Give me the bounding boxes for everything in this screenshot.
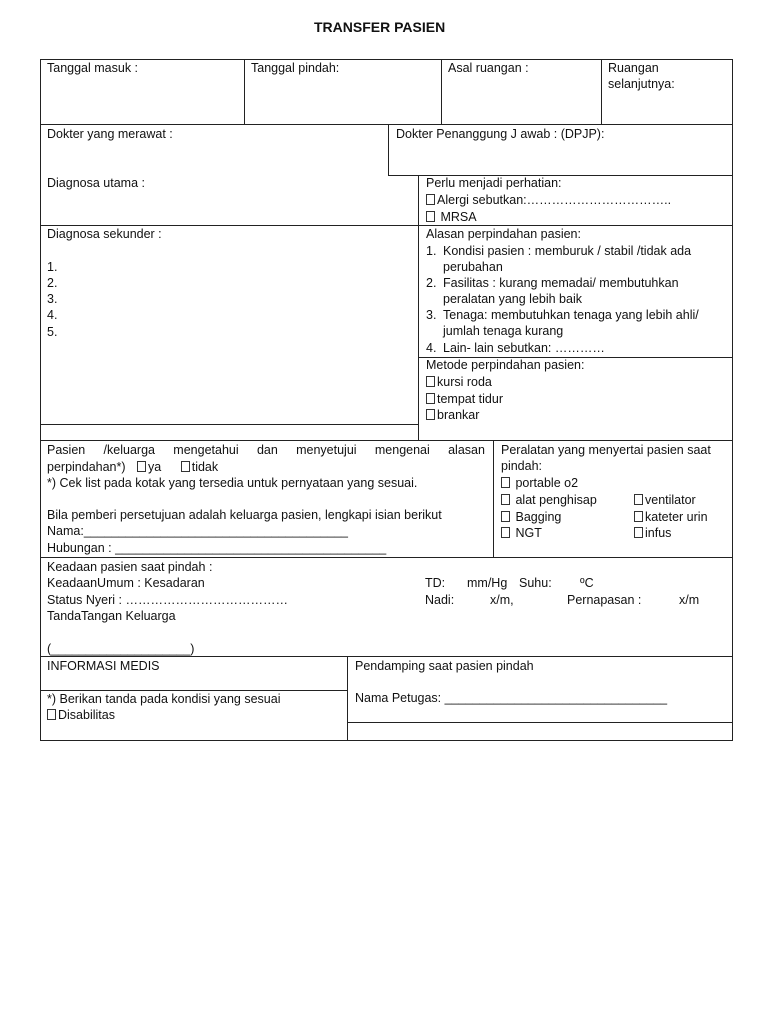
alergi-option (426, 193, 671, 208)
alasan-item-1 (426, 244, 691, 259)
metode-heading: Metode perpindahan pasien: (426, 358, 585, 372)
nama-field[interactable]: Nama:______________________________________ (47, 524, 348, 538)
option-label: kursi roda (437, 375, 492, 389)
peralatan-heading-line2: pindah: (501, 459, 543, 473)
peralatan-ventilator (634, 493, 696, 508)
checkbox-icon[interactable] (426, 409, 435, 420)
asal-ruangan-label: Asal ruangan : (448, 61, 529, 75)
pendamping-heading: Pendamping saat pasien pindah (355, 659, 534, 673)
option-label: brankar (437, 408, 480, 422)
checkbox-icon[interactable] (501, 511, 510, 522)
option-label: Disabilitas (58, 708, 115, 722)
option-label: Bagging (515, 510, 562, 524)
disabilitas-option (47, 708, 115, 723)
td-label: TD: (425, 576, 446, 590)
cek-list-note: *) Cek list pada kotak yang tersedia untuk pernyataan yang sesuai. (47, 476, 418, 490)
tanggal-pindah-label: Tanggal pindah: (251, 61, 340, 75)
tanda-tangan-keluarga: TandaTangan Keluarga (47, 609, 176, 623)
ya-label: ya (148, 460, 162, 474)
nama-petugas-field[interactable]: Nama Petugas: ________________________________ (355, 691, 668, 705)
option-label: infus (645, 526, 672, 540)
checkbox-icon[interactable] (426, 211, 435, 222)
informasi-medis-heading: INFORMASI MEDIS (47, 659, 160, 673)
word: dan (256, 443, 278, 457)
suhu-label: Suhu: (519, 576, 552, 590)
alasan-item-3-cont: jumlah tenaga kurang (443, 324, 564, 338)
diagnosa-sekunder-heading: Diagnosa sekunder : (47, 227, 162, 241)
diagnosa-item: 1. (47, 260, 58, 274)
checkbox-icon[interactable] (426, 194, 435, 205)
dpjp-label: Dokter Penanggung J awab : (DPJP): (396, 127, 605, 141)
diagnosa-item: 4. (47, 308, 58, 322)
metode-option-kursi-roda (426, 375, 492, 390)
alasan-item-2 (426, 276, 679, 291)
list-number: 2. (426, 276, 437, 290)
option-label: portable o2 (515, 476, 579, 490)
keadaan-heading: Keadaan pasien saat pindah : (47, 560, 213, 574)
mrsa-option (426, 210, 477, 225)
peralatan-heading-line1: Peralatan yang menyertai pasien saat (501, 443, 711, 457)
option-label: tempat tidur (437, 392, 504, 406)
status-nyeri: Status Nyeri : ………………………………… (47, 593, 288, 607)
alasan-text: Kondisi pasien : memburuk / stabil /tidak ada (443, 244, 692, 258)
option-label: alat penghisap (515, 493, 597, 507)
option-label: ventilator (645, 493, 696, 507)
alasan-item-1-cont: perubahan (443, 260, 503, 274)
perpindahan-label: perpindahan*) (47, 460, 126, 474)
nadi-unit: x/m, (490, 593, 514, 607)
checkbox-icon[interactable] (634, 527, 643, 538)
peralatan-portable-o2 (501, 476, 578, 491)
checkbox-icon[interactable] (501, 527, 510, 538)
alasan-text: Tenaga: membutuhkan tenaga yang lebih ahli/ (443, 308, 699, 322)
checkbox-icon[interactable] (426, 376, 435, 387)
diagnosa-item: 2. (47, 276, 58, 290)
mrsa-label: MRSA (440, 210, 477, 224)
alergi-label: Alergi sebutkan:…………………………….. (437, 193, 672, 207)
persetujuan-line1 (47, 443, 485, 458)
peralatan-ngt (501, 526, 542, 541)
form-title: TRANSFER PASIEN (314, 19, 446, 35)
checkbox-icon[interactable] (426, 393, 435, 404)
berikan-tanda-text: *) Berikan tanda pada kondisi yang sesuai (47, 692, 281, 706)
bila-pemberi-text: Bila pemberi persetujuan adalah keluarga pasien, lengkapi isian berikut (47, 508, 442, 522)
checkbox-icon[interactable] (501, 477, 510, 488)
metode-option-brankar (426, 408, 479, 423)
celsius-unit: ºC (580, 576, 594, 590)
peralatan-kateter-urin (634, 510, 708, 525)
peralatan-bagging (501, 510, 561, 525)
keadaan-umum: KeadaanUmum : Kesadaran (47, 576, 205, 590)
diagnosa-item: 5. (47, 325, 58, 339)
ruangan-label-line2: selanjutnya: (608, 77, 675, 91)
tanggal-masuk-label: Tanggal masuk : (47, 61, 139, 75)
checkbox-icon[interactable] (181, 461, 190, 472)
checkbox-icon[interactable] (501, 494, 510, 505)
option-label: kateter urin (645, 510, 708, 524)
ruangan-label-line1: Ruangan (608, 61, 659, 75)
peralatan-infus (634, 526, 671, 541)
perhatian-heading: Perlu menjadi perhatian: (426, 176, 562, 190)
checkbox-icon[interactable] (634, 494, 643, 505)
checkbox-icon[interactable] (137, 461, 146, 472)
signature-blank[interactable]: (____________________) (47, 642, 195, 656)
list-number: 3. (426, 308, 437, 322)
option-label: NGT (515, 526, 542, 540)
word: menyetujui (296, 443, 357, 457)
dokter-label: Dokter yang merawat : (47, 127, 173, 141)
pernapasan-label: Pernapasan : (567, 593, 642, 607)
alasan-heading: Alasan perpindahan pasien: (426, 227, 581, 241)
peralatan-alat-penghisap (501, 493, 597, 508)
hubungan-field[interactable]: Hubungan : _______________________________________ (47, 541, 387, 555)
diagnosa-item: 3. (47, 292, 58, 306)
word: Pasien (47, 443, 86, 457)
alasan-item-2-cont: peralatan yang lebih baik (443, 292, 582, 306)
nadi-label: Nadi: (425, 593, 455, 607)
checkbox-icon[interactable] (47, 709, 56, 720)
persetujuan-line2 (47, 460, 218, 475)
word: mengenai (374, 443, 430, 457)
alasan-text: Fasilitas : kurang memadai/ membutuhkan (443, 276, 679, 290)
checkbox-icon[interactable] (634, 511, 643, 522)
mmhg-unit: mm/Hg (467, 576, 508, 590)
word: alasan (448, 443, 485, 457)
pernapasan-unit: x/m (679, 593, 700, 607)
word: mengetahui (173, 443, 239, 457)
alasan-text: Lain- lain sebutkan: ………… (443, 341, 605, 355)
metode-option-tempat-tidur (426, 392, 503, 407)
diagnosa-utama-label: Diagnosa utama : (47, 176, 145, 190)
list-number: 4. (426, 341, 437, 355)
tidak-label: tidak (191, 460, 219, 474)
alasan-item-3 (426, 308, 699, 323)
alasan-item-4 (426, 341, 605, 356)
word: /keluarga (103, 443, 155, 457)
list-number: 1. (426, 244, 437, 258)
